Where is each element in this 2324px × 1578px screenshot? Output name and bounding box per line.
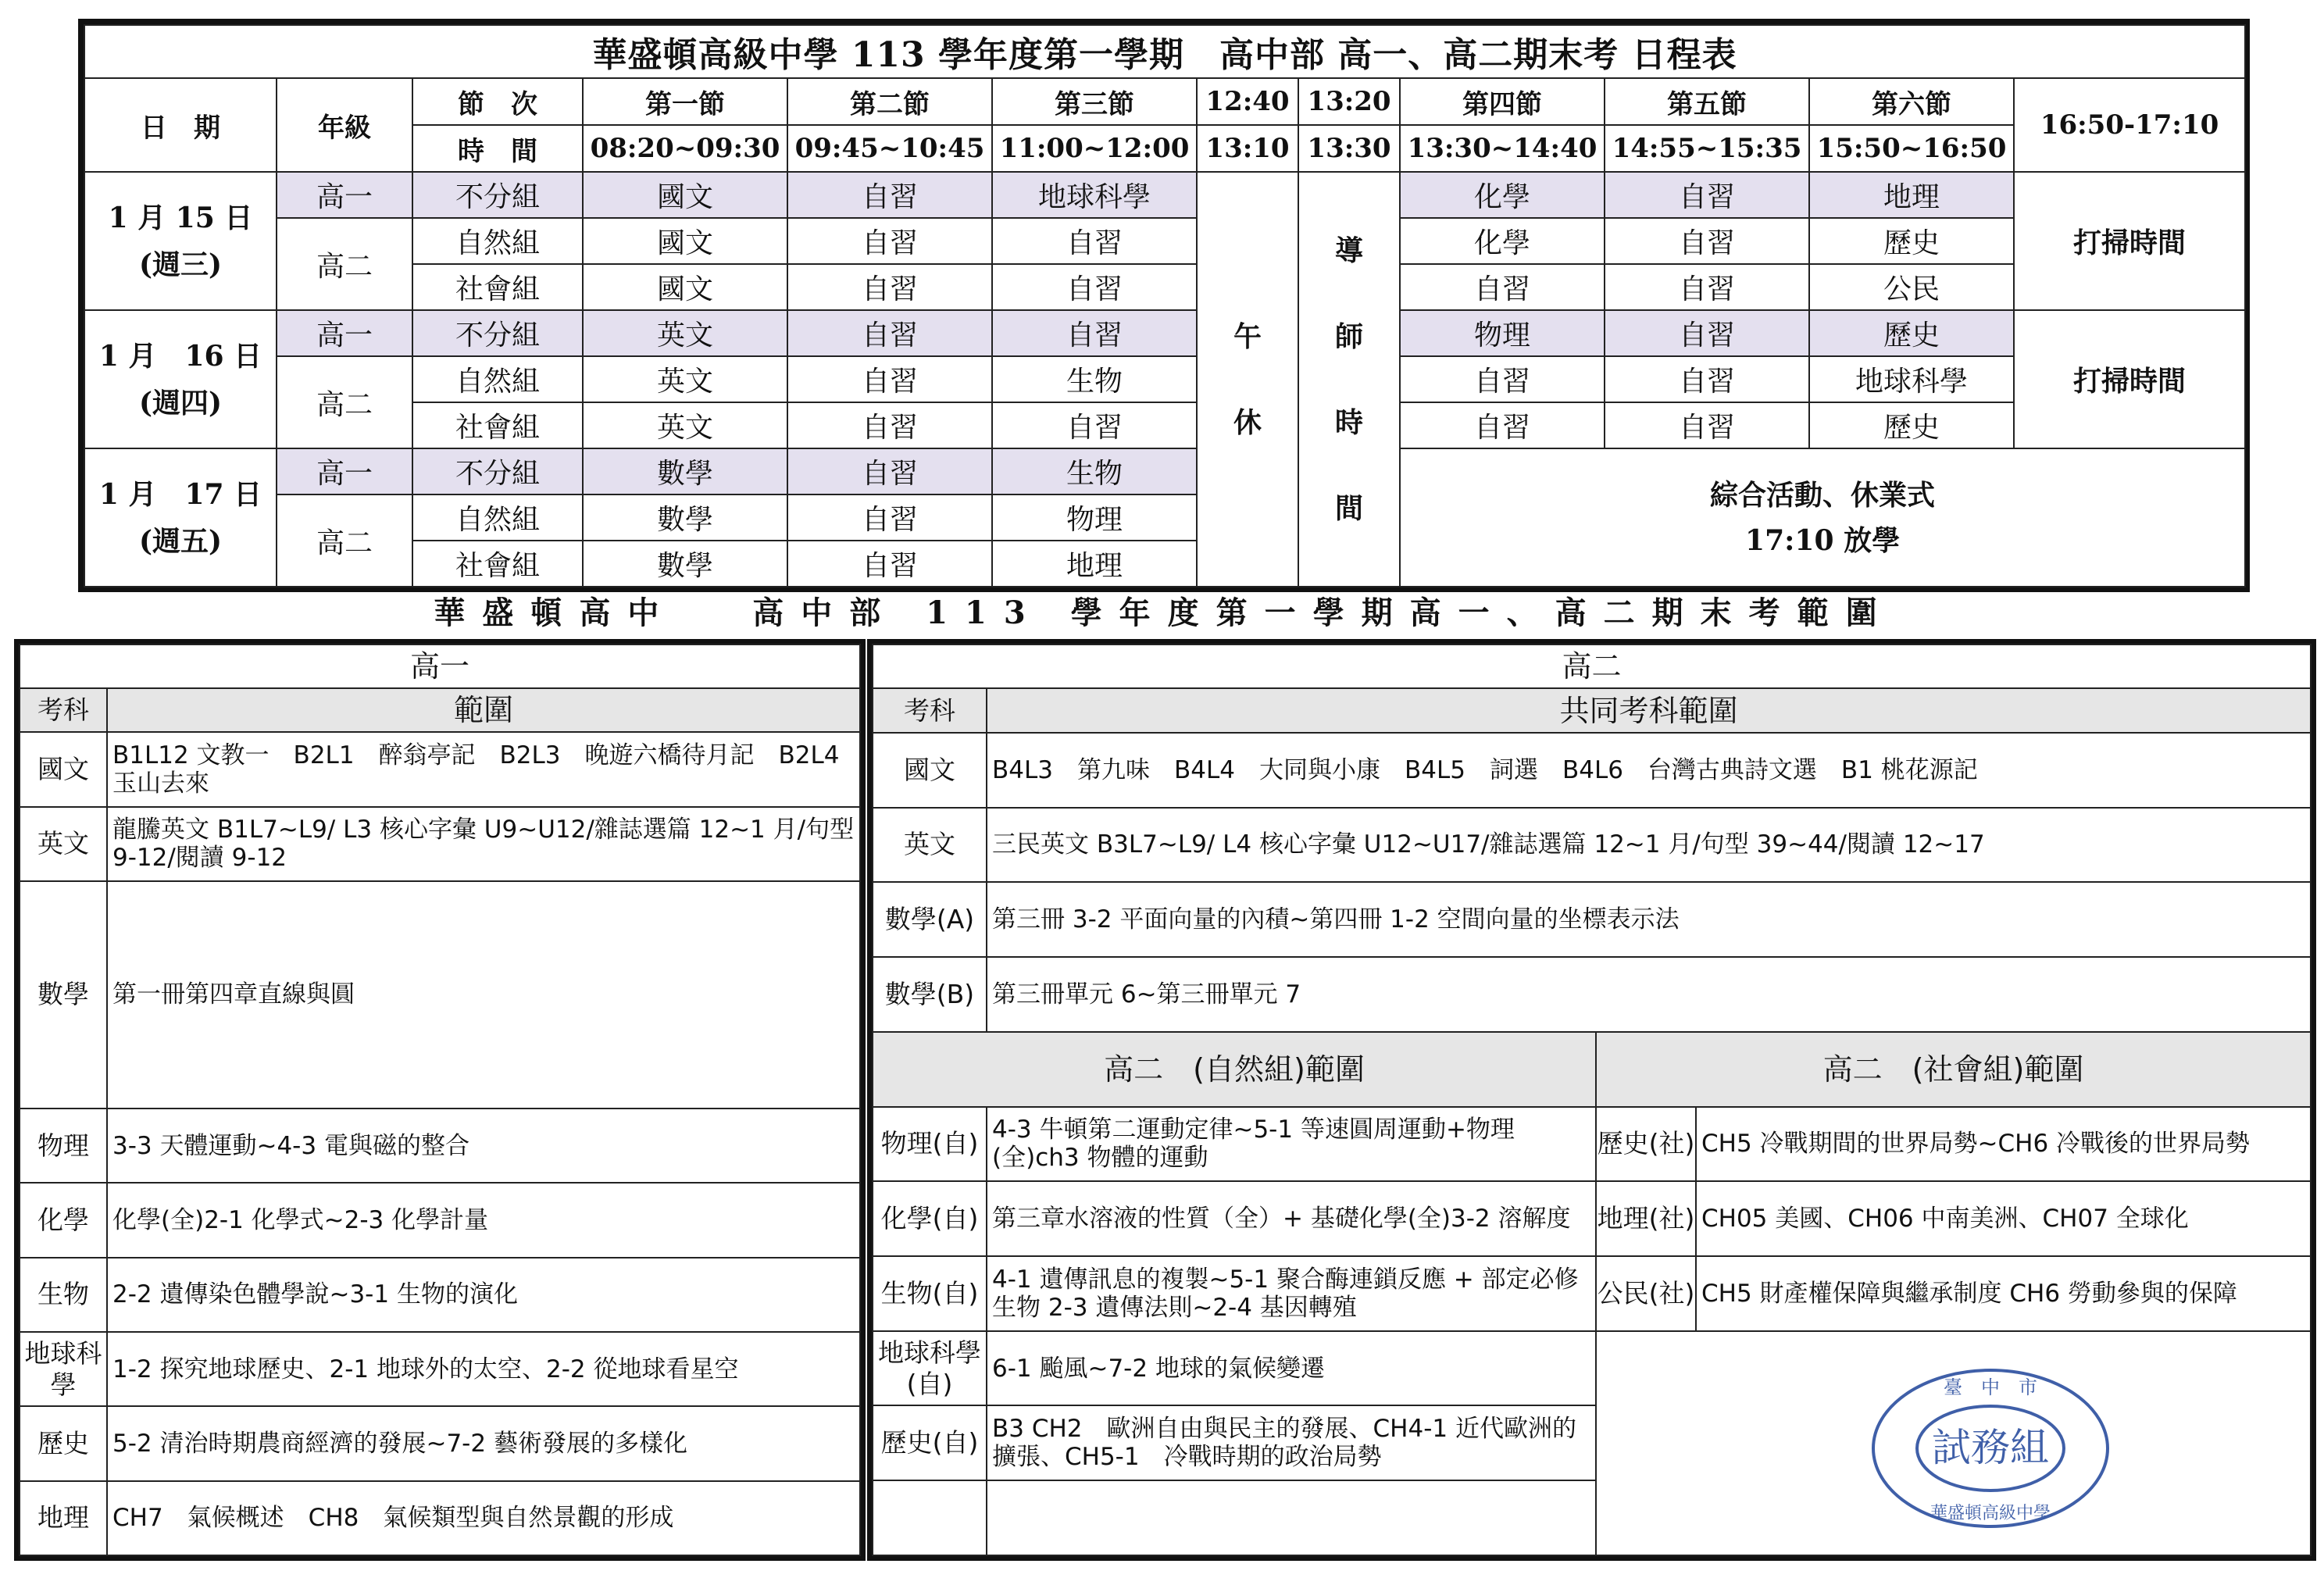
subject-cell: 國文 (583, 172, 787, 218)
subject-name: 地理(社) (1596, 1181, 1696, 1256)
group-cell: 不分組 (412, 310, 583, 356)
subject-name: 地球科學 (20, 1332, 107, 1406)
subject-cell: 生物 (992, 356, 1197, 402)
subject-cell: 生物 (992, 448, 1197, 494)
subject-cell: 地球科學 (1809, 356, 2014, 402)
end-time: 16:50-17:10 (2014, 78, 2245, 172)
range-text: CH5 財產權保障與繼承制度 CH6 勞動參與的保障 (1696, 1256, 2311, 1331)
subject-cell: 自習 (787, 218, 992, 264)
header-period-6: 第六節 (1809, 78, 2014, 125)
group-cell: 社會組 (412, 264, 583, 310)
subject-cell: 公民 (1809, 264, 2014, 310)
weekday-text: (週四) (138, 386, 223, 419)
subject-cell: 自習 (787, 264, 992, 310)
subject-name: 數學 (20, 881, 107, 1109)
group-cell: 自然組 (412, 218, 583, 264)
grade-cell: 高一 (277, 172, 412, 218)
header-subject: 考科 (20, 688, 107, 732)
date-cell (84, 310, 277, 448)
cleaning-time: 打掃時間 (2014, 310, 2245, 448)
subject-name: 物理(自) (873, 1107, 987, 1182)
subject-cell: 自習 (1605, 356, 1809, 402)
schedule-title: 華盛頓高級中學 113 學年度第一學期 高中部 高一、高二期末考 日程表 (84, 25, 2245, 78)
range-text: 5-2 清治時期農商經濟的發展~7-2 藝術發展的多樣化 (107, 1406, 860, 1480)
subject-name: 化學(自) (873, 1181, 987, 1256)
subject-name: 歷史(自) (873, 1405, 987, 1480)
range-text: B4L3 第九味 B4L4 大同與小康 B4L5 詞選 B4L6 台灣古典詩文選 B1 桃花源記 (987, 733, 2311, 808)
date-text: 1 月 17 日 (98, 477, 262, 511)
schedule-table (84, 24, 2246, 587)
subject-cell: 國文 (583, 264, 787, 310)
range-text: CH5 冷戰期間的世界局勢~CH6 冷戰後的世界局勢 (1696, 1107, 2311, 1182)
header-range: 範圍 (107, 688, 860, 732)
header-science-range: 高二 (自然組)範圍 (873, 1032, 1596, 1107)
time-2: 09:45~10:45 (787, 125, 992, 172)
subject-cell: 自習 (787, 541, 992, 587)
g10-range-table (19, 644, 864, 1556)
subject-cell: 自習 (1400, 264, 1605, 310)
group-cell: 自然組 (412, 356, 583, 402)
seal-center-text: 試務組 (1932, 1425, 2049, 1470)
subject-cell: 英文 (583, 402, 787, 448)
mentor-end: 13:30 (1298, 125, 1400, 172)
weekday-text: (週五) (138, 524, 223, 558)
subject-cell: 數學 (583, 541, 787, 587)
subject-cell: 自習 (787, 356, 992, 402)
subject-cell: 化學 (1400, 172, 1605, 218)
mentor-char: 間 (1334, 491, 1363, 525)
g10-title: 高一 (20, 644, 860, 688)
subject-cell: 自習 (787, 402, 992, 448)
empty-cell (873, 1480, 987, 1555)
header-grade: 年級 (277, 78, 412, 172)
range-text: B1L12 文教一 B2L1 醉翁亭記 B2L3 晚遊六橋待月記 B2L4 玉山去來 (107, 732, 860, 806)
range-text: 第三冊 3-2 平面向量的內積~第四冊 1-2 空間向量的坐標表示法 (987, 882, 2311, 957)
office-seal (1869, 1366, 2112, 1531)
time-4: 13:30~14:40 (1400, 125, 1605, 172)
weekday-text: (週三) (138, 248, 223, 281)
closing-line-2: 17:10 放學 (1745, 523, 1901, 557)
subject-name: 地球科學(自) (873, 1331, 987, 1406)
subject-cell: 歷史 (1809, 402, 2014, 448)
range-text: CH05 美國、CH06 中南美洲、CH07 全球化 (1696, 1181, 2311, 1256)
mentor-time (1298, 172, 1400, 587)
subject-cell: 數學 (583, 494, 787, 541)
subject-cell: 自習 (1400, 402, 1605, 448)
header-period-2: 第二節 (787, 78, 992, 125)
subject-name: 地理 (20, 1481, 107, 1555)
subject-cell: 自習 (1605, 264, 1809, 310)
lunch-char: 午 (1233, 320, 1262, 353)
subject-name: 英文 (20, 807, 107, 881)
range-text: 2-2 遺傳染色體學說~3-1 生物的演化 (107, 1258, 860, 1332)
mentor-char: 師 (1334, 320, 1363, 353)
group-cell: 社會組 (412, 402, 583, 448)
subject-cell: 地理 (1809, 172, 2014, 218)
range-text: 第三冊單元 6~第三冊單元 7 (987, 957, 2311, 1032)
time-6: 15:50~16:50 (1809, 125, 2014, 172)
time-1: 08:20~09:30 (583, 125, 787, 172)
subject-name: 數學(A) (873, 882, 987, 957)
subject-cell: 自習 (787, 448, 992, 494)
subject-cell: 自習 (787, 494, 992, 541)
date-text: 1 月 16 日 (98, 339, 262, 373)
subject-cell: 化學 (1400, 218, 1605, 264)
noon-start: 12:40 (1197, 78, 1298, 125)
subject-name: 公民(社) (1596, 1256, 1696, 1331)
grade-cell: 高二 (277, 494, 412, 587)
noon-end: 13:10 (1197, 125, 1298, 172)
range-text: 化學(全)2-1 化學式~2-3 化學計量 (107, 1183, 860, 1257)
header-subject: 考科 (873, 688, 987, 732)
time-5: 14:55~15:35 (1605, 125, 1809, 172)
subject-name: 物理 (20, 1109, 107, 1183)
lunch-char: 休 (1233, 405, 1262, 439)
subject-cell: 自習 (1400, 356, 1605, 402)
header-period-5: 第五節 (1605, 78, 1809, 125)
range-text: 4-1 遺傳訊息的複製~5-1 聚合酶連鎖反應 + 部定必修生物 2-3 遺傳法則~2-4 基因轉殖 (987, 1256, 1596, 1331)
subject-cell: 物理 (992, 494, 1197, 541)
seal-top-text: 臺 中 市 (1944, 1376, 2037, 1398)
date-text: 1 月 15 日 (108, 201, 253, 234)
subject-cell: 英文 (583, 356, 787, 402)
subject-name: 生物 (20, 1258, 107, 1332)
subject-cell: 自習 (1605, 402, 1809, 448)
closing-ceremony (1400, 448, 2245, 587)
header-period-3: 第三節 (992, 78, 1197, 125)
subject-cell: 自習 (787, 172, 992, 218)
group-cell: 不分組 (412, 172, 583, 218)
mentor-char: 時 (1334, 405, 1363, 439)
range-text: 3-3 天體運動~4-3 電與磁的整合 (107, 1109, 860, 1183)
grade-cell: 高二 (277, 356, 412, 448)
subject-name: 國文 (873, 733, 987, 808)
grade-cell: 高一 (277, 310, 412, 356)
subject-cell: 自習 (992, 218, 1197, 264)
subject-cell: 歷史 (1809, 310, 2014, 356)
g11-title: 高二 (873, 644, 2311, 688)
subject-cell: 歷史 (1809, 218, 2014, 264)
subject-cell: 自習 (1605, 310, 1809, 356)
range-title: 華盛頓高中 高中部 113 學年度第一學期高一、高二期末考範圍 (434, 594, 1894, 631)
subject-cell: 自習 (992, 310, 1197, 356)
range-text: 6-1 颱風~7-2 地球的氣候變遷 (987, 1331, 1596, 1406)
group-cell: 社會組 (412, 541, 583, 587)
g10-range (14, 639, 866, 1561)
header-common-range: 共同考科範圍 (987, 688, 2311, 732)
time-3: 11:00~12:00 (992, 125, 1197, 172)
subject-cell: 自習 (787, 310, 992, 356)
range-text: 三民英文 B3L7~L9/ L4 核心字彙 U12~U17/雜誌選篇 12~1 月/句型 39~44/閱讀 12~17 (987, 808, 2311, 883)
range-text: 4-3 牛頓第二運動定律~5-1 等速圓周運動+物理(全)ch3 物體的運動 (987, 1107, 1596, 1182)
subject-name: 數學(B) (873, 957, 987, 1032)
exam-schedule (78, 19, 2250, 592)
range-text: 龍騰英文 B1L7~L9/ L3 核心字彙 U9~U12/雜誌選篇 12~1 月/句型 9-12/閱讀 9-12 (107, 807, 860, 881)
subject-cell: 數學 (583, 448, 787, 494)
subject-name: 歷史(社) (1596, 1107, 1696, 1182)
range-text: 1-2 探究地球歷史、2-1 地球外的太空、2-2 從地球看星空 (107, 1332, 860, 1406)
subject-cell: 自習 (1605, 172, 1809, 218)
subject-name: 化學 (20, 1183, 107, 1257)
subject-cell: 自習 (992, 402, 1197, 448)
mentor-char: 導 (1334, 234, 1363, 267)
subject-cell: 物理 (1400, 310, 1605, 356)
lunch-break (1197, 172, 1298, 587)
empty-cell (987, 1480, 1596, 1555)
closing-line-1: 綜合活動、休業式 (1710, 478, 1936, 512)
subject-cell: 英文 (583, 310, 787, 356)
group-cell: 自然組 (412, 494, 583, 541)
group-cell: 不分組 (412, 448, 583, 494)
seal-bottom-text: 華盛頓高級中學 (1930, 1504, 2051, 1523)
header-period: 節 次 (412, 78, 583, 125)
subject-name: 生物(自) (873, 1256, 987, 1331)
subject-name: 國文 (20, 732, 107, 806)
subject-cell: 地理 (992, 541, 1197, 587)
subject-cell: 自習 (1605, 218, 1809, 264)
grade-cell: 高二 (277, 218, 412, 310)
header-date: 日 期 (84, 78, 277, 172)
date-cell (84, 448, 277, 587)
subject-cell: 自習 (992, 264, 1197, 310)
subject-name: 英文 (873, 808, 987, 883)
cleaning-time: 打掃時間 (2014, 172, 2245, 310)
mentor-start: 13:20 (1298, 78, 1400, 125)
header-period-4: 第四節 (1400, 78, 1605, 125)
range-text: 第一冊第四章直線與圓 (107, 881, 860, 1109)
range-text: 第三章水溶液的性質（全）+ 基礎化學(全)3-2 溶解度 (987, 1181, 1596, 1256)
header-time: 時 間 (412, 125, 583, 172)
subject-cell: 國文 (583, 218, 787, 264)
subject-name: 歷史 (20, 1406, 107, 1480)
subject-cell: 地球科學 (992, 172, 1197, 218)
grade-cell: 高一 (277, 448, 412, 494)
date-cell (84, 172, 277, 310)
header-social-range: 高二 (社會組)範圍 (1596, 1032, 2311, 1107)
range-text: CH7 氣候概述 CH8 氣候類型與自然景觀的形成 (107, 1481, 860, 1555)
range-text: B3 CH2 歐洲自由與民主的發展、CH4-1 近代歐洲的擴張、CH5-1 冷戰時期的政治局勢 (987, 1405, 1596, 1480)
header-period-1: 第一節 (583, 78, 787, 125)
